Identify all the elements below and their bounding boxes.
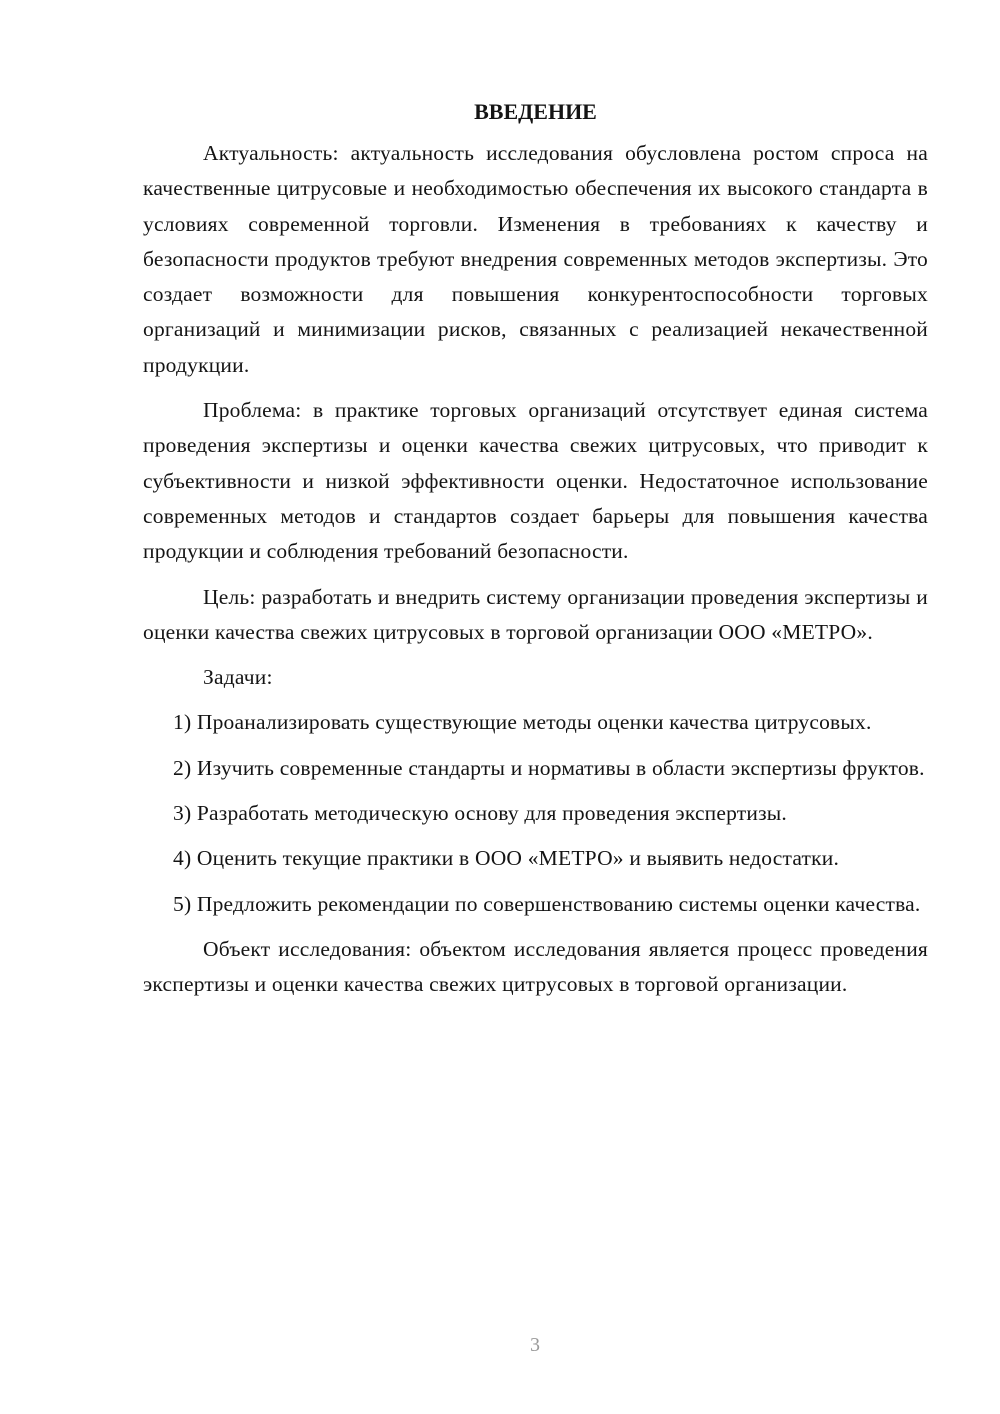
tasks-label: Задачи:	[203, 665, 273, 690]
task-item: 5) Предложить рекомендации по совершенствованию системы оценки качества.	[173, 891, 921, 916]
page-content	[143, 94, 928, 1003]
problem-paragraph: Проблема: в практике торговых организаций отсутствует единая система проведения экспертизы и оценки качества свежих цитрусовых, что приводит к субъективности и низкой эффективности оценки. Недостаточное использование современных методов и стандартов создает барьеры для повышения качества продукции и соблюдения требований безопасности.	[143, 398, 928, 564]
task-item: 4) Оценить текущие практики в ООО «МЕТРО» и выявить недостатки.	[173, 846, 840, 871]
object-paragraph: Объект исследования: объектом исследования является процесс проведения экспертизы и оценки качества свежих цитрусовых в торговой организации.	[143, 936, 928, 997]
task-item: 1) Проанализировать существующие методы оценки качества цитрусовых.	[173, 710, 872, 735]
task-item: 3) Разработать методическую основу для проведения экспертизы.	[173, 801, 788, 826]
task-item: 2) Изучить современные стандарты и нормативы в области экспертизы фруктов.	[173, 755, 925, 780]
page-number: 3	[530, 1334, 540, 1356]
relevance-paragraph: Актуальность: актуальность исследования обусловлена ростом спроса на качественные цитрусовые и необходимостью обеспечения их высокого стандарта в условиях современной торговли. Изменения в требованиях к качеству и безопасности продуктов требуют внедрения современных методов экспертизы. Это создает возможности для повышения конкурентоспособности торговых организаций и минимизации рисков, связанных с реализацией некачественной продукции.	[143, 141, 928, 377]
goal-paragraph: Цель: разработать и внедрить систему организации проведения экспертизы и оценки качества свежих цитрусовых в торговой организации ООО «МЕТРО».	[143, 584, 928, 644]
section-heading: ВВЕДЕНИЕ	[474, 99, 597, 124]
